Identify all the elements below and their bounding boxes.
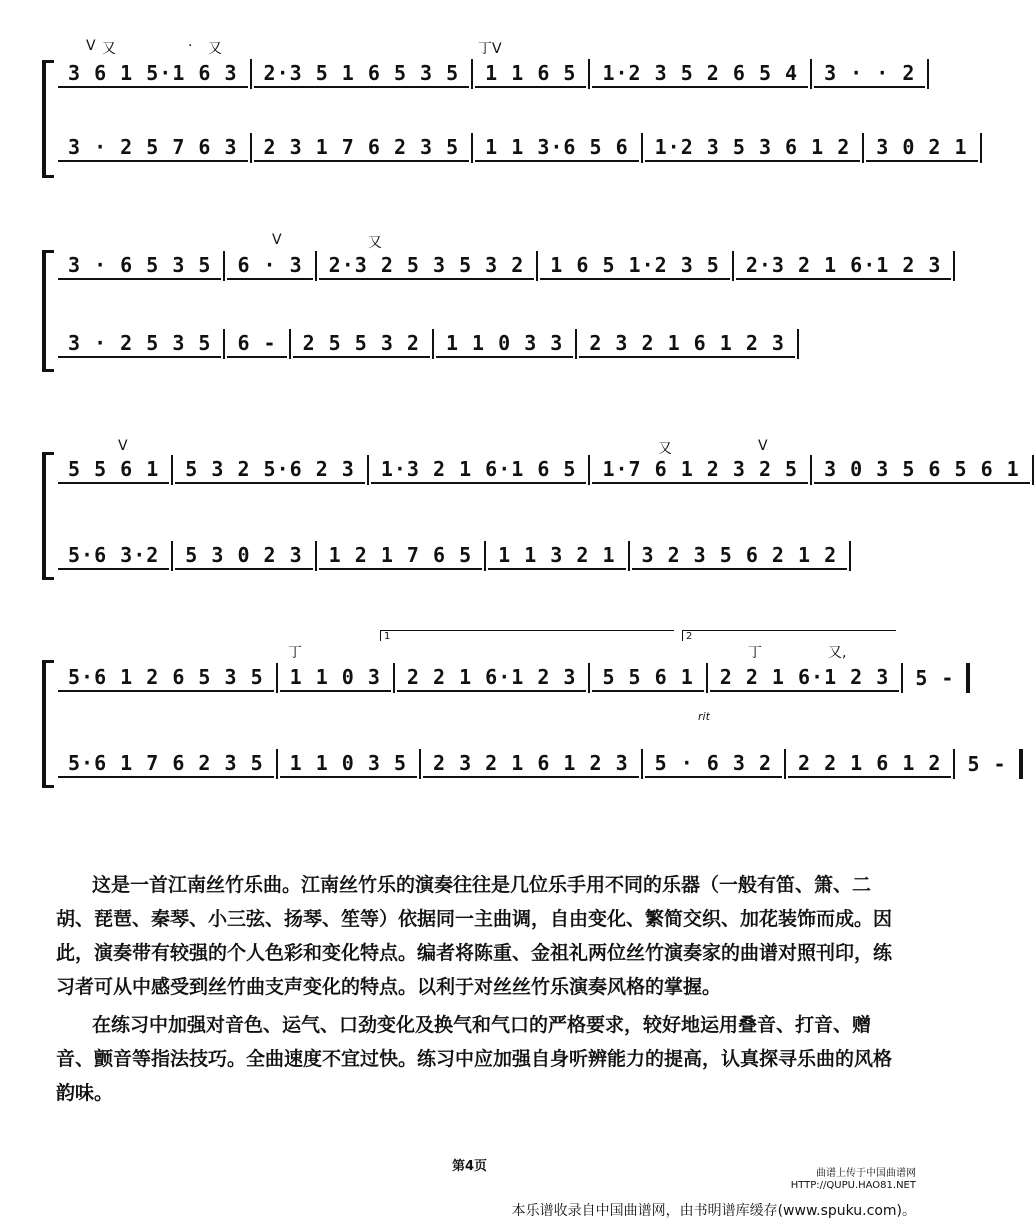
lower-part bbox=[58, 328, 801, 360]
measure: 5 - bbox=[967, 752, 1007, 776]
measure: 2 3 1 7 6 2 3 5 bbox=[254, 134, 470, 162]
measure: 1 1 3 2 1 bbox=[488, 542, 625, 570]
barline bbox=[641, 133, 643, 163]
ornament-mark: 又, bbox=[828, 645, 847, 661]
measure: 2·3 2 1 6·1 2 3 bbox=[736, 252, 952, 280]
barline bbox=[927, 59, 929, 89]
barline bbox=[953, 251, 955, 281]
system-brace bbox=[42, 660, 54, 788]
performance-notes bbox=[56, 868, 906, 1114]
measure: 1 1 3·6 5 6 bbox=[475, 134, 638, 162]
measure: 5 - bbox=[915, 666, 955, 690]
score-system-3 bbox=[42, 438, 1020, 578]
breath-mark: V bbox=[86, 38, 96, 54]
barline bbox=[276, 663, 278, 693]
measure: 6 · 3 bbox=[227, 252, 312, 280]
measure: 2 2 1 6 1 2 bbox=[788, 750, 951, 778]
barline bbox=[289, 329, 291, 359]
ornament-mark: 丁 bbox=[288, 645, 302, 661]
measure: 1 2 1 7 6 5 bbox=[319, 542, 482, 570]
barline bbox=[484, 541, 486, 571]
barline bbox=[171, 541, 173, 571]
measure: 5 5 6 1 bbox=[592, 664, 703, 692]
barline bbox=[588, 59, 590, 89]
ornament-mark: 丁 bbox=[748, 645, 762, 661]
measure: 1 1 0 3 3 bbox=[436, 330, 573, 358]
barline bbox=[315, 541, 317, 571]
notes-paragraph-2: 在练习中加强对音色、运气、口劲变化及换气和气口的严格要求，较好地运用叠音、打音、赠音、颤音等指法技巧。全曲速度不宜过快。练习中应加强自身听辨能力的提高，认真探寻乐曲的风格韵味。 bbox=[56, 1014, 893, 1104]
ornament-marks bbox=[58, 232, 918, 252]
ornament-mark: 丁V bbox=[478, 41, 502, 57]
measure: 2·3 2 5 3 5 3 2 bbox=[319, 252, 535, 280]
measure: 1 1 6 5 bbox=[475, 60, 586, 88]
measure: 6 - bbox=[227, 330, 286, 358]
measure: 5 · 6 3 2 bbox=[645, 750, 782, 778]
measure: 2 3 2 1 6 1 2 3 bbox=[423, 750, 639, 778]
upper-part bbox=[58, 454, 1036, 486]
measure: 3 0 2 1 bbox=[866, 134, 977, 162]
score-system-1 bbox=[42, 38, 968, 178]
measure: 2 5 5 3 2 bbox=[293, 330, 430, 358]
site-line-1: 曲谱上传于中国曲谱网 bbox=[816, 1168, 916, 1179]
barline bbox=[250, 59, 252, 89]
measure: 1·7 6 1 2 3 2 5 bbox=[592, 456, 808, 484]
measure: 3 6 1 5·1 6 3 bbox=[58, 60, 248, 88]
system-brace bbox=[42, 60, 54, 178]
measure: 1·2 3 5 2 6 5 4 bbox=[592, 60, 808, 88]
barline bbox=[432, 329, 434, 359]
ornament-marks bbox=[58, 38, 918, 58]
breath-mark: V bbox=[758, 438, 768, 454]
measure: 3 0 3 5 6 5 6 1 bbox=[814, 456, 1030, 484]
barline bbox=[1032, 455, 1034, 485]
measure: 3 2 3 5 6 2 1 2 bbox=[632, 542, 848, 570]
barline bbox=[849, 541, 851, 571]
site-watermark bbox=[791, 1168, 916, 1192]
lower-part bbox=[58, 748, 1025, 780]
ornament-marks bbox=[58, 642, 918, 662]
upper-part bbox=[58, 58, 931, 90]
measure: 3 · 2 5 3 5 bbox=[58, 330, 221, 358]
measure: 3 · 6 5 3 5 bbox=[58, 252, 221, 280]
measure: 5·6 1 2 6 5 3 5 bbox=[58, 664, 274, 692]
barline bbox=[588, 663, 590, 693]
system-brace bbox=[42, 452, 54, 580]
measure: 1 1 0 3 bbox=[280, 664, 391, 692]
barline bbox=[953, 749, 955, 779]
measure: 2 2 1 6·1 2 3 bbox=[710, 664, 900, 692]
ornament-mark: 又 bbox=[102, 41, 116, 57]
site-line-2: HTTP://QUPU.HAO81.NET bbox=[790, 1180, 916, 1191]
breath-mark: V bbox=[118, 438, 128, 454]
measure: 2 3 2 1 6 1 2 3 bbox=[579, 330, 795, 358]
barline bbox=[419, 749, 421, 779]
ornament-mark: 又 bbox=[208, 41, 222, 57]
lower-part bbox=[58, 132, 984, 164]
measure: 3 · · 2 bbox=[814, 60, 925, 88]
measure: 5 3 2 5·6 2 3 bbox=[175, 456, 365, 484]
ornament-mark: · bbox=[188, 38, 193, 54]
score-system-2 bbox=[42, 232, 942, 372]
footer-note: 本乐谱收录自中国曲谱网，由书明谱库缓存(www.spuku.com)。 bbox=[511, 1203, 916, 1219]
ornament-mark: 又 bbox=[368, 235, 382, 251]
measure: 1·3 2 1 6·1 6 5 bbox=[371, 456, 587, 484]
barline bbox=[276, 749, 278, 779]
barline bbox=[575, 329, 577, 359]
score-system-4 bbox=[42, 626, 1007, 786]
final-barline bbox=[1019, 749, 1023, 779]
barline bbox=[536, 251, 538, 281]
barline bbox=[393, 663, 395, 693]
barline bbox=[223, 251, 225, 281]
barline bbox=[810, 59, 812, 89]
lower-part bbox=[58, 540, 853, 572]
barline bbox=[367, 455, 369, 485]
barline bbox=[315, 251, 317, 281]
measure: 2 2 1 6·1 2 3 bbox=[397, 664, 587, 692]
measure: 1 6 5 1·2 3 5 bbox=[540, 252, 730, 280]
volta-bracket-2: 2 bbox=[682, 630, 896, 641]
measure: 2·3 5 1 6 5 3 5 bbox=[254, 60, 470, 88]
measure: 1·2 3 5 3 6 1 2 bbox=[645, 134, 861, 162]
measure: 5·6 1 7 6 2 3 5 bbox=[58, 750, 274, 778]
barline bbox=[641, 749, 643, 779]
barline bbox=[588, 455, 590, 485]
breath-mark: V bbox=[272, 232, 282, 248]
barline bbox=[706, 663, 708, 693]
final-barline bbox=[966, 663, 970, 693]
measure: 5 5 6 1 bbox=[58, 456, 169, 484]
barline bbox=[980, 133, 982, 163]
system-brace bbox=[42, 250, 54, 372]
barline bbox=[171, 455, 173, 485]
barline bbox=[471, 59, 473, 89]
barline bbox=[784, 749, 786, 779]
volta-bracket-1: 1 bbox=[380, 630, 674, 641]
upper-part bbox=[58, 250, 957, 282]
barline bbox=[471, 133, 473, 163]
barline bbox=[901, 663, 903, 693]
page-number: 第4页 bbox=[452, 1159, 488, 1174]
barline bbox=[810, 455, 812, 485]
barline bbox=[628, 541, 630, 571]
barline bbox=[250, 133, 252, 163]
measure: 1 1 0 3 5 bbox=[280, 750, 417, 778]
barline bbox=[862, 133, 864, 163]
upper-part bbox=[58, 662, 972, 694]
barline bbox=[223, 329, 225, 359]
ritardando-mark: rit bbox=[698, 710, 710, 723]
barline bbox=[732, 251, 734, 281]
notes-paragraph-1: 这是一首江南丝竹乐曲。江南丝竹乐的演奏往往是几位乐手用不同的乐器（一般有笛、箫、二胡、琵琶、秦琴、小三弦、扬琴、笙等）依据同一主曲调，自由变化、繁简交织、加花装饰而成。因此，演奏带有较强的个人色彩和变化特点。编者将陈重、金祖礼两位丝竹演奏家的曲谱对照刊印，练习者可从中感受到丝竹曲支声变化的特点。以利于对丝丝竹乐演奏风格的掌握。 bbox=[56, 874, 893, 998]
ornament-mark: 又 bbox=[658, 441, 672, 457]
barline bbox=[797, 329, 799, 359]
measure: 5·6 3·2 bbox=[58, 542, 169, 570]
measure: 3 · 2 5 7 6 3 bbox=[58, 134, 248, 162]
measure: 5 3 0 2 3 bbox=[175, 542, 312, 570]
